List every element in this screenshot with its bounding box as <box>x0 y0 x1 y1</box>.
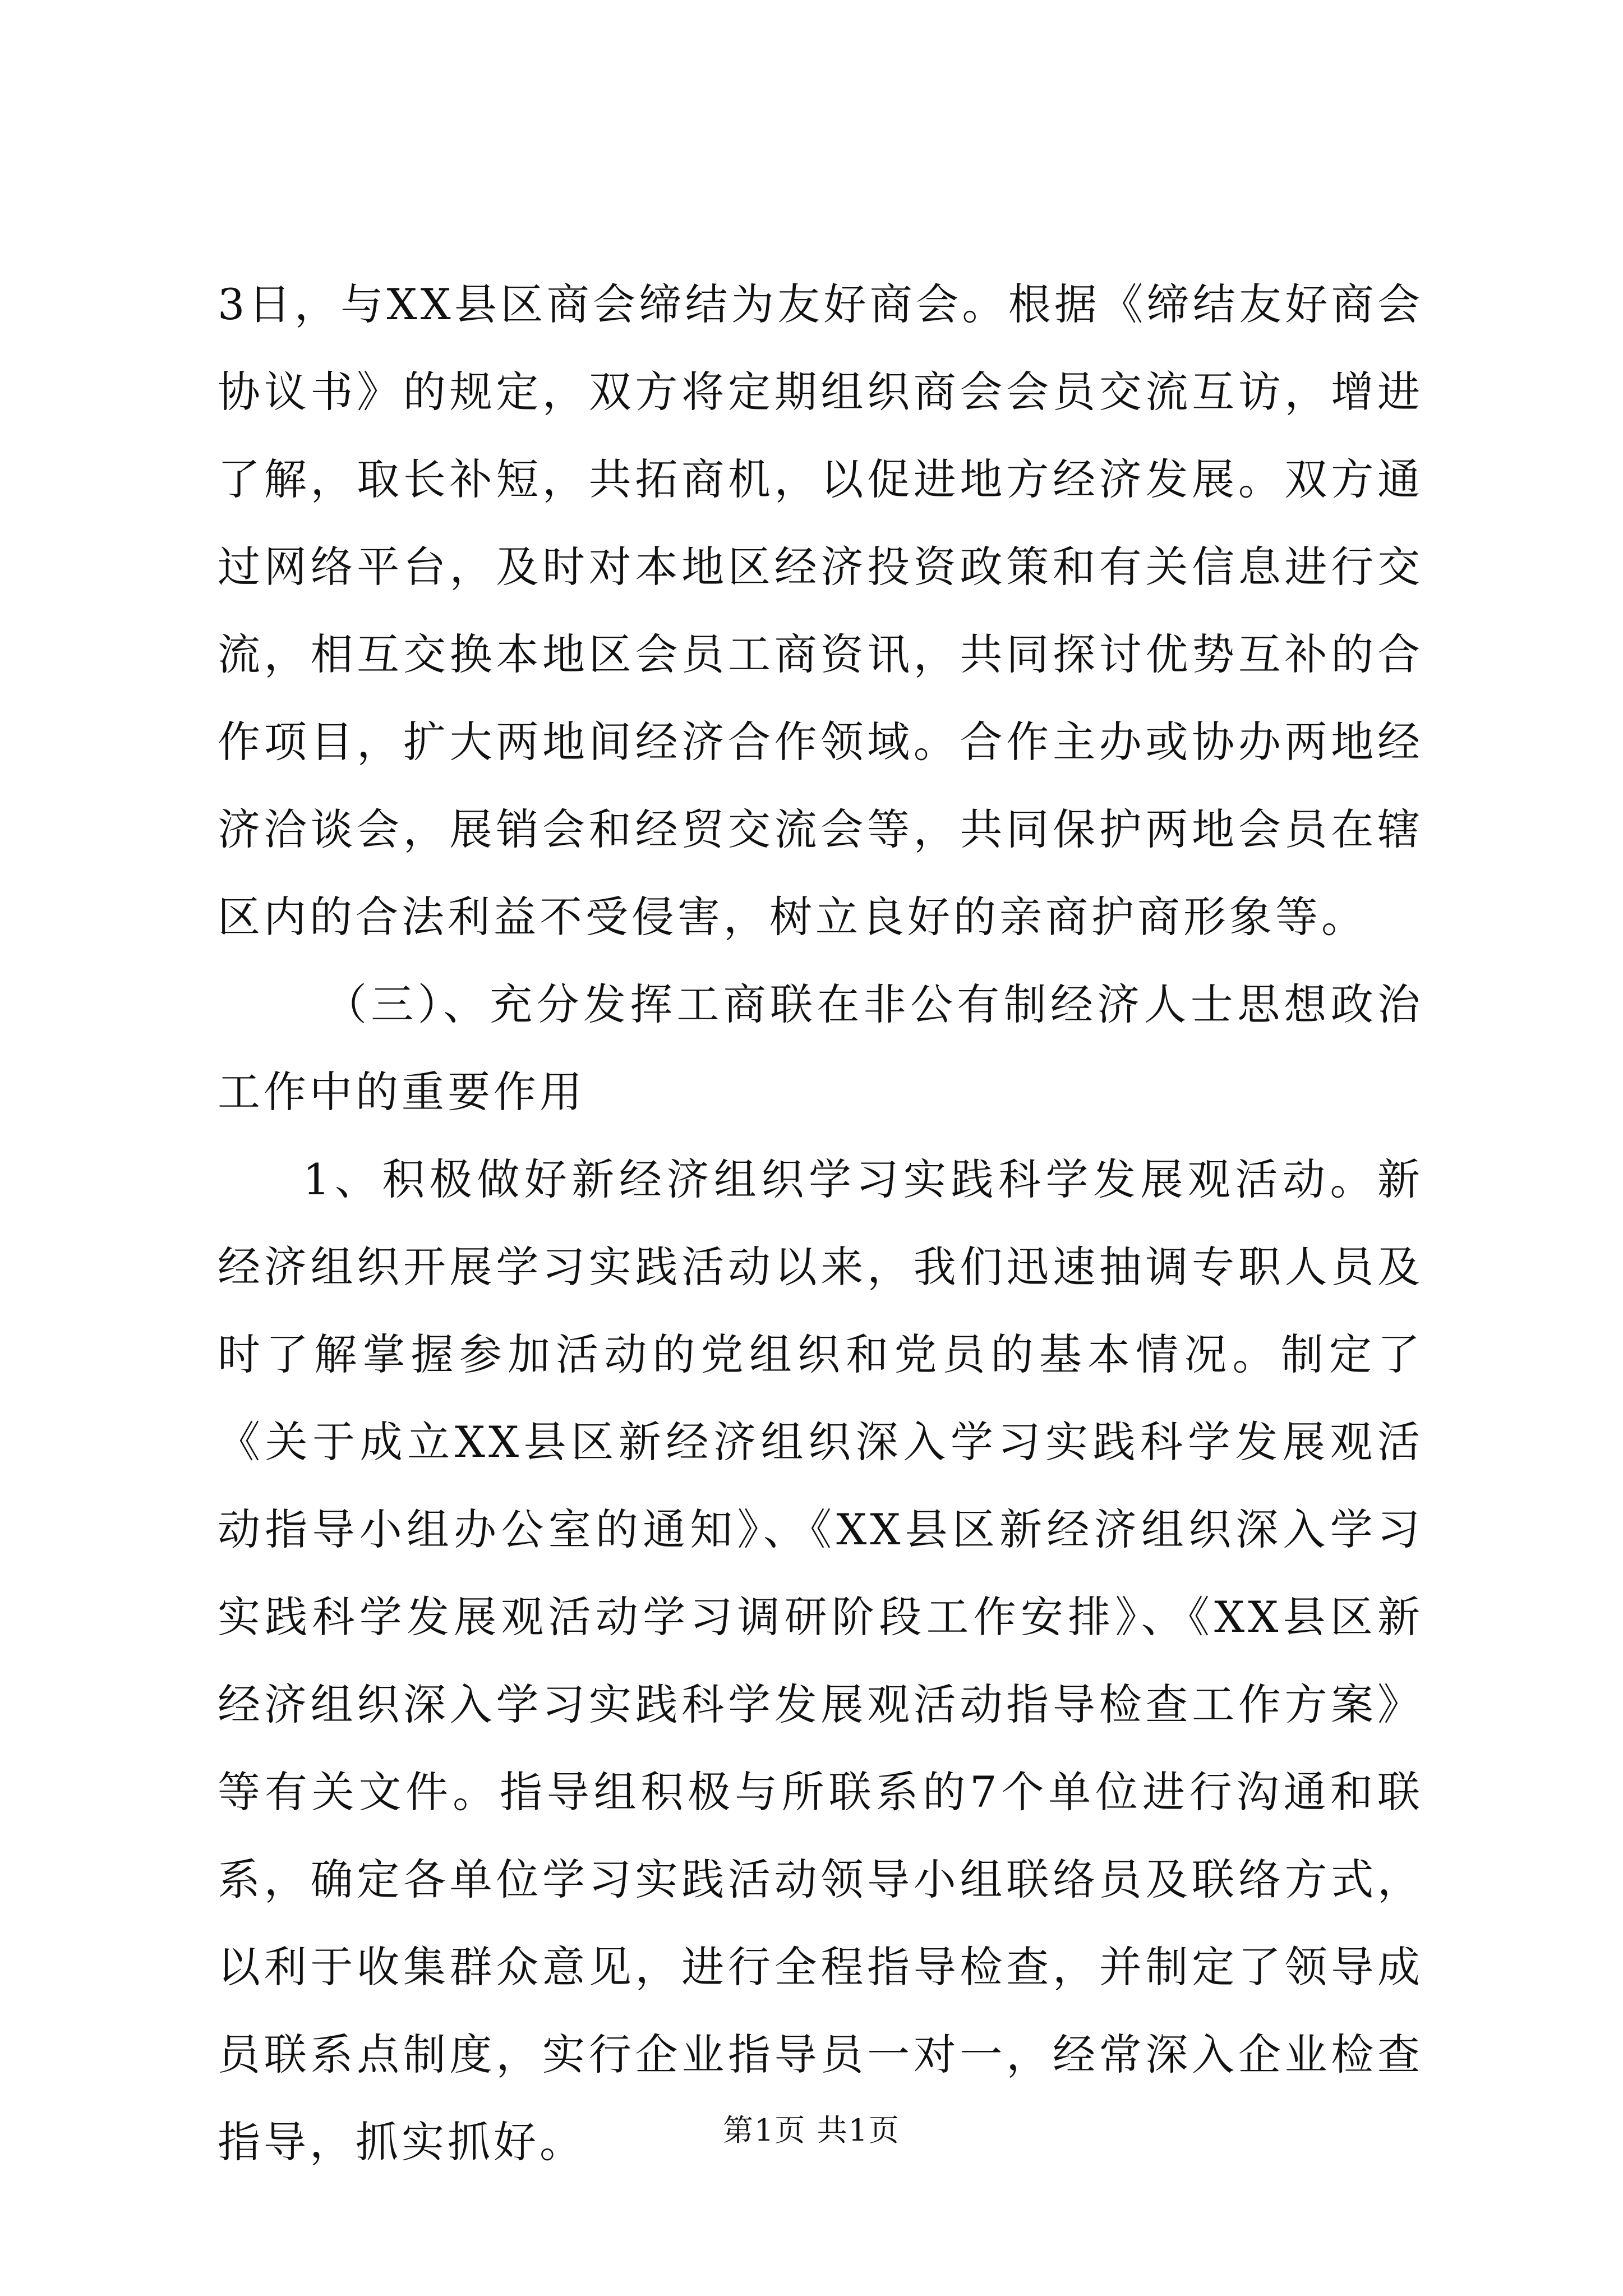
document-body <box>218 261 1423 2186</box>
page-footer: 第1页 共1页 <box>723 2113 900 2148</box>
paragraph-study-practice: 1、积极做好新经济组织学习实践科学发展观活动。新经济组织开展学习实践活动以来，我们迅速抽调专职人员及时了解掌握参加活动的党组织和党员的基本情况。制定了《关于成立XX县区新经济组织深入学习实践科学发展观活动指导小组办公室的通知》、《XX县区新经济组织深入学习实践科学发展观活动学习调研阶段工作安排》、《XX县区新经济组织深入学习实践科学发展观活动指导检查工作方案》等有关文件。指导组积极与所联系的7个单位进行沟通和联系，确定各单位学习实践活动领导小组联络员及联络方式，以利于收集群众意见，进行全程指导检查，并制定了领导成员联系点制度，实行企业指导员一对一，经常深入企业检查指导，抓实抓好。 <box>218 1154 1423 2167</box>
paragraph-chamber-cooperation: 3日，与XX县区商会缔结为友好商会。根据《缔结友好商会协议书》的规定，双方将定期组织商会会员交流互访，增进了解，取长补短，共拓商机，以促进地方经济发展。双方通过网络平台，及时对本地区经济投资政策和有关信息进行交流，相互交换本地区会员工商资讯，共同探讨优势互补的合作项目，扩大两地间经济合作领域。合作主办或协办两地经济洽谈会，展销会和经贸交流会等，共同保护两地会员在辖区内的合法利益不受侵害，树立良好的亲商护商形象等。 <box>218 279 1423 942</box>
section-heading: （三）、充分发挥工商联在非公有制经济人士思想政治工作中的重要作用 <box>218 979 1423 1117</box>
